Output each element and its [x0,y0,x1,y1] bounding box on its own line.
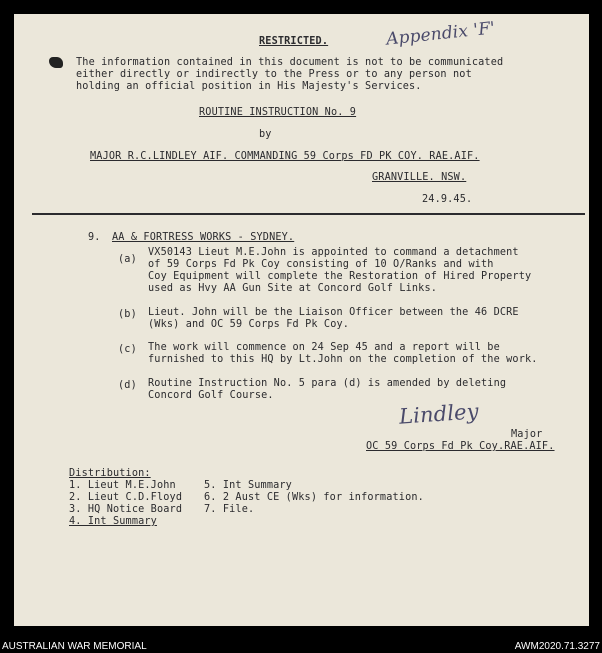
by-label: by [259,129,272,140]
location: GRANVILLE. NSW. [372,172,467,183]
footer-accession-number: AWM2020.71.3277 [514,641,600,652]
footer-institution: AUSTRALIAN WAR MEMORIAL [2,641,147,652]
distribution-right-5: 5. Int Summary [204,480,292,491]
distribution-right-7: 7. File. [204,504,255,515]
document-page [14,14,589,626]
item-a-line-3: Coy Equipment will complete the Restoration of Hired Property [148,271,532,282]
signature-handwritten: Lindley [398,399,480,429]
section-heading: AA & FORTRESS WORKS - SYDNEY. [112,232,295,243]
instruction-title: ROUTINE INSTRUCTION No. 9 [199,107,357,118]
distribution-left-4: 4. Int Summary [69,516,157,527]
ink-blot [49,57,63,68]
section-number: 9. [88,232,101,243]
distribution-right-6: 6. 2 Aust CE (Wks) for information. [204,492,424,503]
notice-line-3: holding an official position in His Majesty's Services. [76,81,422,92]
item-b-line-2: (Wks) and OC 59 Corps Fd Pk Coy. [148,319,350,330]
item-c-label: (c) [118,344,137,355]
distribution-left-3: 3. HQ Notice Board [69,504,183,515]
signature-position: OC 59 Corps Fd Pk Coy.RAE.AIF. [366,441,555,452]
item-b-line-1: Lieut. John will be the Liaison Officer between the 46 DCRE [148,307,519,318]
item-b-label: (b) [118,309,137,320]
item-c-line-1: The work will commence on 24 Sep 45 and a report will be [148,342,500,353]
distribution-left-1: 1. Lieut M.E.John [69,480,176,491]
item-d-line-2: Concord Golf Course. [148,390,274,401]
notice-line-2: either directly or indirectly to the Press or to any person not [76,69,472,80]
archive-footer [0,640,602,653]
item-a-line-2: of 59 Corps Fd Pk Coy consisting of 10 O/Ranks and with [148,259,494,270]
item-d-label: (d) [118,380,137,391]
distribution-heading: Distribution: [69,468,151,479]
horizontal-rule [32,213,585,215]
classification-heading: RESTRICTED. [259,36,329,47]
author-line: MAJOR R.C.LINDLEY AIF. COMMANDING 59 Corps FD PK COY. RAE.AIF. [90,151,480,162]
date: 24.9.45. [422,194,473,205]
handwritten-appendix-note: Appendix 'F' [385,18,497,50]
item-d-line-1: Routine Instruction No. 5 para (d) is amended by deleting [148,378,507,389]
item-a-label: (a) [118,254,137,265]
item-a-line-4: used as Hvy AA Gun Site at Concord Golf Links. [148,283,438,294]
distribution-left-2: 2. Lieut C.D.Floyd [69,492,183,503]
signature-rank: Major [511,429,543,440]
item-a-line-1: VX50143 Lieut M.E.John is appointed to command a detachment [148,247,519,258]
notice-line-1: The information contained in this document is not to be communicated [76,57,504,68]
item-c-line-2: furnished to this HQ by Lt.John on the completion of the work. [148,354,538,365]
